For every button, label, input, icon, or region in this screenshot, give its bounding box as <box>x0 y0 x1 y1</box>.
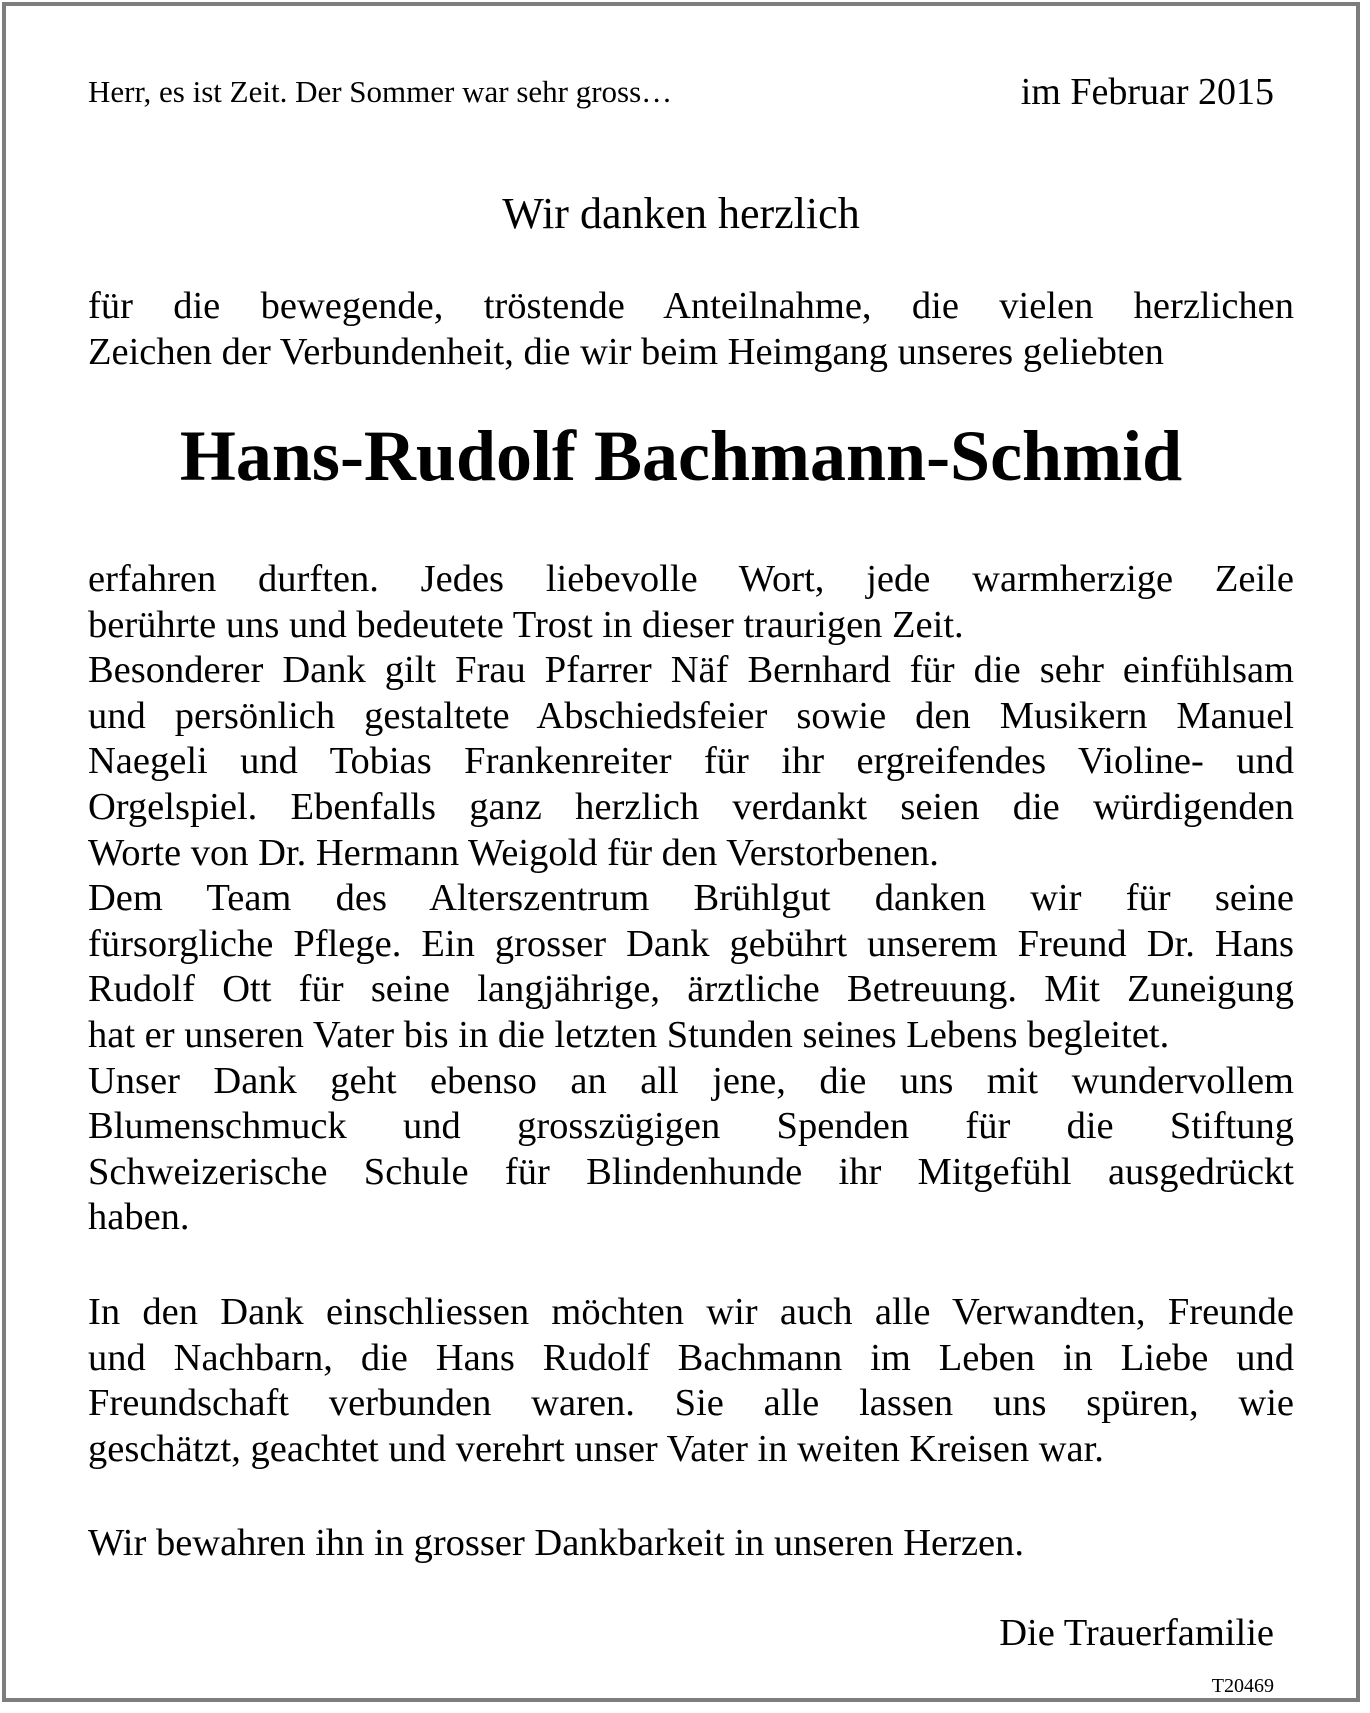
text-line: erfahren durften. Jedes liebevolle Wort, jede warmherzige Zeile <box>88 558 1294 600</box>
text-line: Zeichen der Verbundenheit, die wir beim Heimgang unseres geliebten <box>88 330 1164 373</box>
reference-code: T20469 <box>1211 1675 1274 1697</box>
notice-date: im Februar 2015 <box>1020 71 1274 113</box>
text-line: und Nachbarn, die Hans Rudolf Bachmann im Leben in Liebe und <box>88 1336 1294 1379</box>
text-line: hat er unseren Vater bis in die letzten Stunden seines Lebens begleitet. <box>88 1013 1170 1056</box>
text-line: Naegeli und Tobias Frankenreiter für ihr ergreifendes Violine- und <box>88 740 1294 783</box>
text-line: Orgelspiel. Ebenfalls ganz herzlich verdankt seien die würdigenden <box>88 785 1294 828</box>
text-line: Schweizerische Schule für Blindenhunde ihr Mitgefühl ausgedrückt <box>88 1150 1294 1193</box>
closing-line: Wir bewahren ihn in grosser Dankbarkeit in unseren Herzen. <box>88 1522 1025 1564</box>
thanks-heading: Wir danken herzlich <box>502 189 860 238</box>
signature: Die Trauerfamilie <box>999 1612 1274 1654</box>
epigraph: Herr, es ist Zeit. Der Sommer war sehr gross… <box>88 74 673 109</box>
text-line: Unser Dank geht ebenso an all jene, die uns mit wundervollem <box>88 1059 1294 1102</box>
text-line: für die bewegende, tröstende Anteilnahme, die vielen herzlichen <box>88 285 1294 327</box>
text-line: In den Dank einschliessen möchten wir auch alle Verwandten, Freunde <box>88 1291 1294 1333</box>
text-line: berührte uns und bedeutete Trost in dieser traurigen Zeit. <box>88 603 964 646</box>
text-line: fürsorgliche Pflege. Ein grosser Dank gebührt unserem Freund Dr. Hans <box>88 922 1294 965</box>
text-line: Rudolf Ott für seine langjährige, ärztliche Betreuung. Mit Zuneigung <box>88 968 1294 1011</box>
text-line: Dem Team des Alterszentrum Brühlgut danken wir für seine <box>88 877 1294 920</box>
text-line: haben. <box>88 1196 190 1239</box>
text-line: Besonderer Dank gilt Frau Pfarrer Näf Bernhard für die sehr einfühlsam <box>88 649 1294 692</box>
text-line: und persönlich gestaltete Abschiedsfeier sowie den Musikern Manuel <box>88 694 1294 737</box>
text-line: Freundschaft verbunden waren. Sie alle lassen uns spüren, wie <box>88 1382 1294 1425</box>
text-line: Blumenschmuck und grosszügigen Spenden für die Stiftung <box>88 1105 1294 1148</box>
intro-paragraph <box>88 284 1294 375</box>
text-line: geschätzt, geachtet und verehrt unser Vater in weiten Kreisen war. <box>88 1427 1104 1470</box>
text-line: Worte von Dr. Hermann Weigold für den Verstorbenen. <box>88 831 939 874</box>
body-paragraph-2 <box>88 1290 1294 1472</box>
notice-frame <box>2 2 1360 1702</box>
deceased-name: Hans-Rudolf Bachmann-Schmid <box>179 416 1183 496</box>
body-paragraph <box>88 557 1294 1241</box>
